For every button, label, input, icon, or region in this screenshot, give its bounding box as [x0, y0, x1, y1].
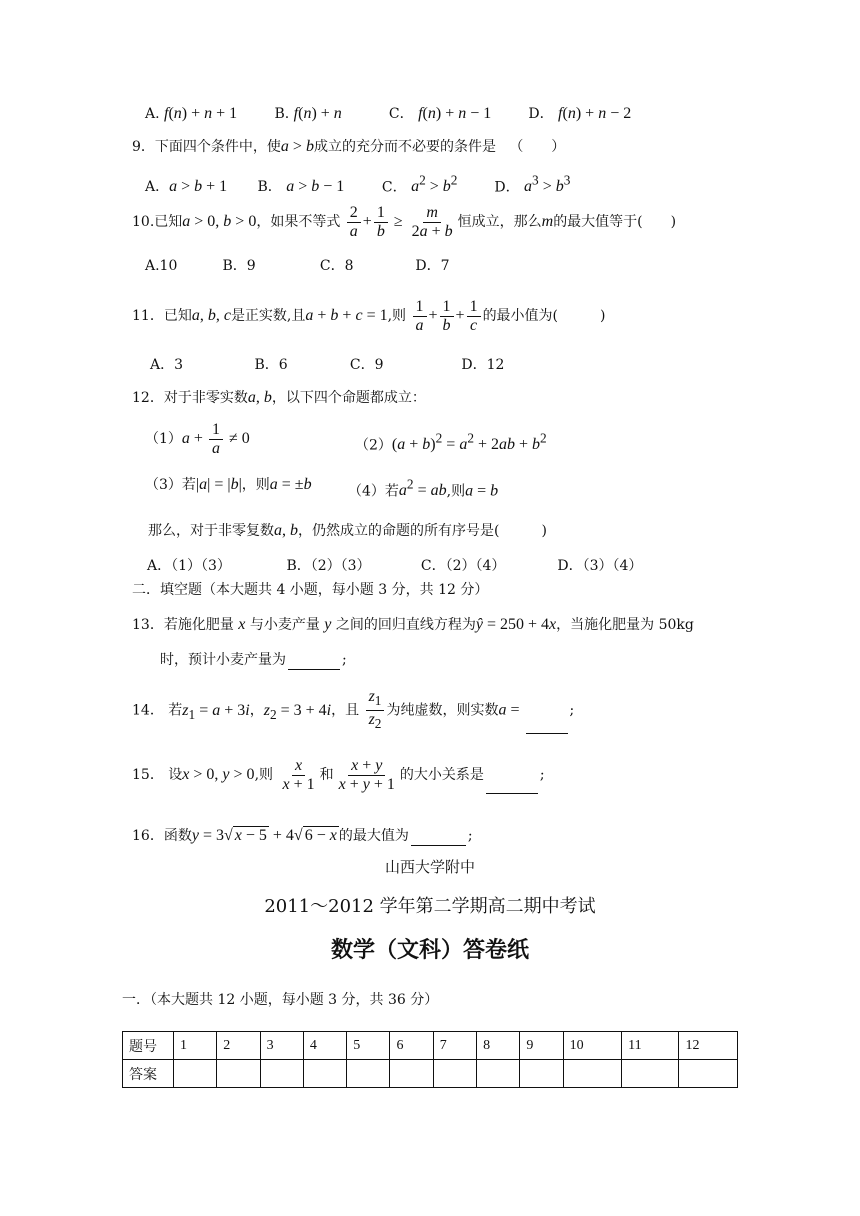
question-number: 4: [303, 1032, 346, 1060]
answer-cell[interactable]: [390, 1060, 433, 1088]
answer-cell[interactable]: [217, 1060, 260, 1088]
q10-option-d: D．7: [415, 258, 450, 274]
q8-option-b: B. f(n) + n: [274, 105, 342, 122]
question-number: 10: [563, 1032, 621, 1060]
q8-option-c: C． f(n) + n − 1: [388, 105, 492, 122]
q10-options: [145, 256, 450, 276]
table-row-answers: [123, 1060, 738, 1088]
q10-option-c: C．8: [319, 258, 354, 274]
q10-option-a: A.10: [145, 258, 178, 274]
q12-option-d: D．（3）（4）: [557, 558, 643, 574]
section-2-heading: 二．填空题（本大题共 4 小题，每小题 3 分，共 12 分）: [132, 582, 489, 598]
row-label-number: 题号: [123, 1032, 174, 1060]
q16-answer-blank[interactable]: [411, 845, 466, 846]
q12-prop-3: （3）若|a| = |b|，则a = ±b: [145, 476, 312, 493]
q9-option-c: C． $a^2 > b^2$: [381, 173, 458, 196]
q13-answer-blank[interactable]: [288, 669, 340, 670]
q16-stem: 16．函数y = 3√ x − 5 + 4√ 6 − x 的最大值为 ;: [132, 827, 473, 844]
q8-option-a: A. f(n) + n + 1: [145, 105, 238, 122]
question-number: 1: [174, 1032, 217, 1060]
q13-line-2: 时，预计小麦产量为 ;: [160, 652, 347, 668]
question-number: 7: [433, 1032, 476, 1060]
question-number: 9: [520, 1032, 563, 1060]
question-number: 5: [347, 1032, 390, 1060]
q9-option-a: A．a > b + 1: [145, 178, 228, 196]
answer-cell[interactable]: [563, 1060, 621, 1088]
answer-cell[interactable]: [433, 1060, 476, 1088]
q12-then: 那么，对于非零复数a, b，仍然成立的命题的所有序号是( ): [148, 522, 547, 539]
q11-stem: 11．已知a, b, c是正实数,且a + b + c = 1,则 $\frac{1}{a}$ + $\frac{1}{b}$ + $\frac{1}{c}$ 的最小值为( ): [132, 297, 606, 334]
q9-option-b: B． a > b − 1: [257, 178, 345, 196]
q12-options: [147, 556, 642, 576]
answer-sheet-title: 数学（文科）答卷纸: [330, 938, 529, 963]
answer-table: [122, 1031, 738, 1088]
q9-option-d: D． $a^3 > b^3$: [494, 173, 571, 196]
q8-option-d: D． f(n) + n − 2: [528, 105, 632, 122]
q8-options: [145, 104, 631, 124]
q15-answer-blank[interactable]: [486, 793, 538, 794]
q14-answer-blank[interactable]: [526, 733, 568, 734]
q12-option-a: A．（1）（3）: [147, 558, 231, 574]
question-number: 2: [217, 1032, 260, 1060]
exam-title: 2011～2012 学年第二学期高二期中考试: [264, 896, 596, 917]
q10-stem: 10.已知a > 0, b > 0，如果不等式 $\frac{2}{a}$ + $\frac{1}{b}$ ≥ $\frac{m}{2a + b}$ 恒成立，那么m的最大值等于( ): [132, 203, 677, 240]
q12-prop-1: （1）a + $\frac{1}{a}$ ≠ 0: [145, 420, 250, 457]
question-number: 11: [622, 1032, 679, 1060]
answer-cell[interactable]: [679, 1060, 738, 1088]
q12-option-c: C．（2）（4）: [420, 558, 506, 574]
question-number: 6: [390, 1032, 433, 1060]
table-row-numbers: [123, 1032, 738, 1060]
answer-cell[interactable]: [622, 1060, 679, 1088]
answer-cell[interactable]: [174, 1060, 217, 1088]
answer-cell[interactable]: [520, 1060, 563, 1088]
q11-option-d: D．12: [461, 357, 505, 373]
q12-prop-4: （4）若$a^2$ = ab,则a = b: [348, 477, 499, 500]
q12-option-b: B．（2）（3）: [286, 558, 371, 574]
q15-stem: 15． 设x > 0, y > 0,则 $\frac{x}{x + 1}$ 和 $\frac{x + y}{x + y + 1}$ 的大小关系是 ;: [132, 756, 545, 793]
q11-option-c: C．9: [349, 357, 384, 373]
q14-stem: 14． 若$z_1 = a + 3i$，$z_2 = 3 + 4i$，且 $\frac{z_1}{z_2}$ 为纯虚数，则实数a = ;: [132, 688, 574, 734]
q12-stem: 12．对于非零实数a, b，以下四个命题都成立：: [132, 389, 426, 406]
q10-option-b: B．9: [222, 258, 256, 274]
q11-option-b: B．6: [254, 357, 288, 373]
row-label-answer: 答案: [123, 1060, 174, 1088]
question-number: 12: [679, 1032, 738, 1060]
section-1-heading: 一．（本大题共 12 小题，每小题 3 分，共 36 分）: [122, 992, 439, 1008]
answer-cell[interactable]: [477, 1060, 520, 1088]
q11-option-a: A．3: [150, 357, 184, 373]
school-name: 山西大学附中: [384, 858, 475, 876]
q12-prop-2: $(2)(a + b)^2 = a^2 + 2ab + b^2$: [355, 431, 547, 454]
q13-stem: 13．若施化肥量 x 与小麦产量 y 之间的回归直线方程为ŷ = 250 + 4x，当施化肥量为 50kg: [132, 616, 694, 633]
answer-cell[interactable]: [260, 1060, 303, 1088]
q9-stem: 9．下面四个条件中，使a > b成立的充分而不必要的条件是 （ ）: [132, 138, 566, 155]
question-number: 3: [260, 1032, 303, 1060]
question-number: 8: [477, 1032, 520, 1060]
q11-options: [150, 355, 504, 375]
answer-cell[interactable]: [303, 1060, 346, 1088]
answer-cell[interactable]: [347, 1060, 390, 1088]
q9-options: [145, 171, 570, 197]
